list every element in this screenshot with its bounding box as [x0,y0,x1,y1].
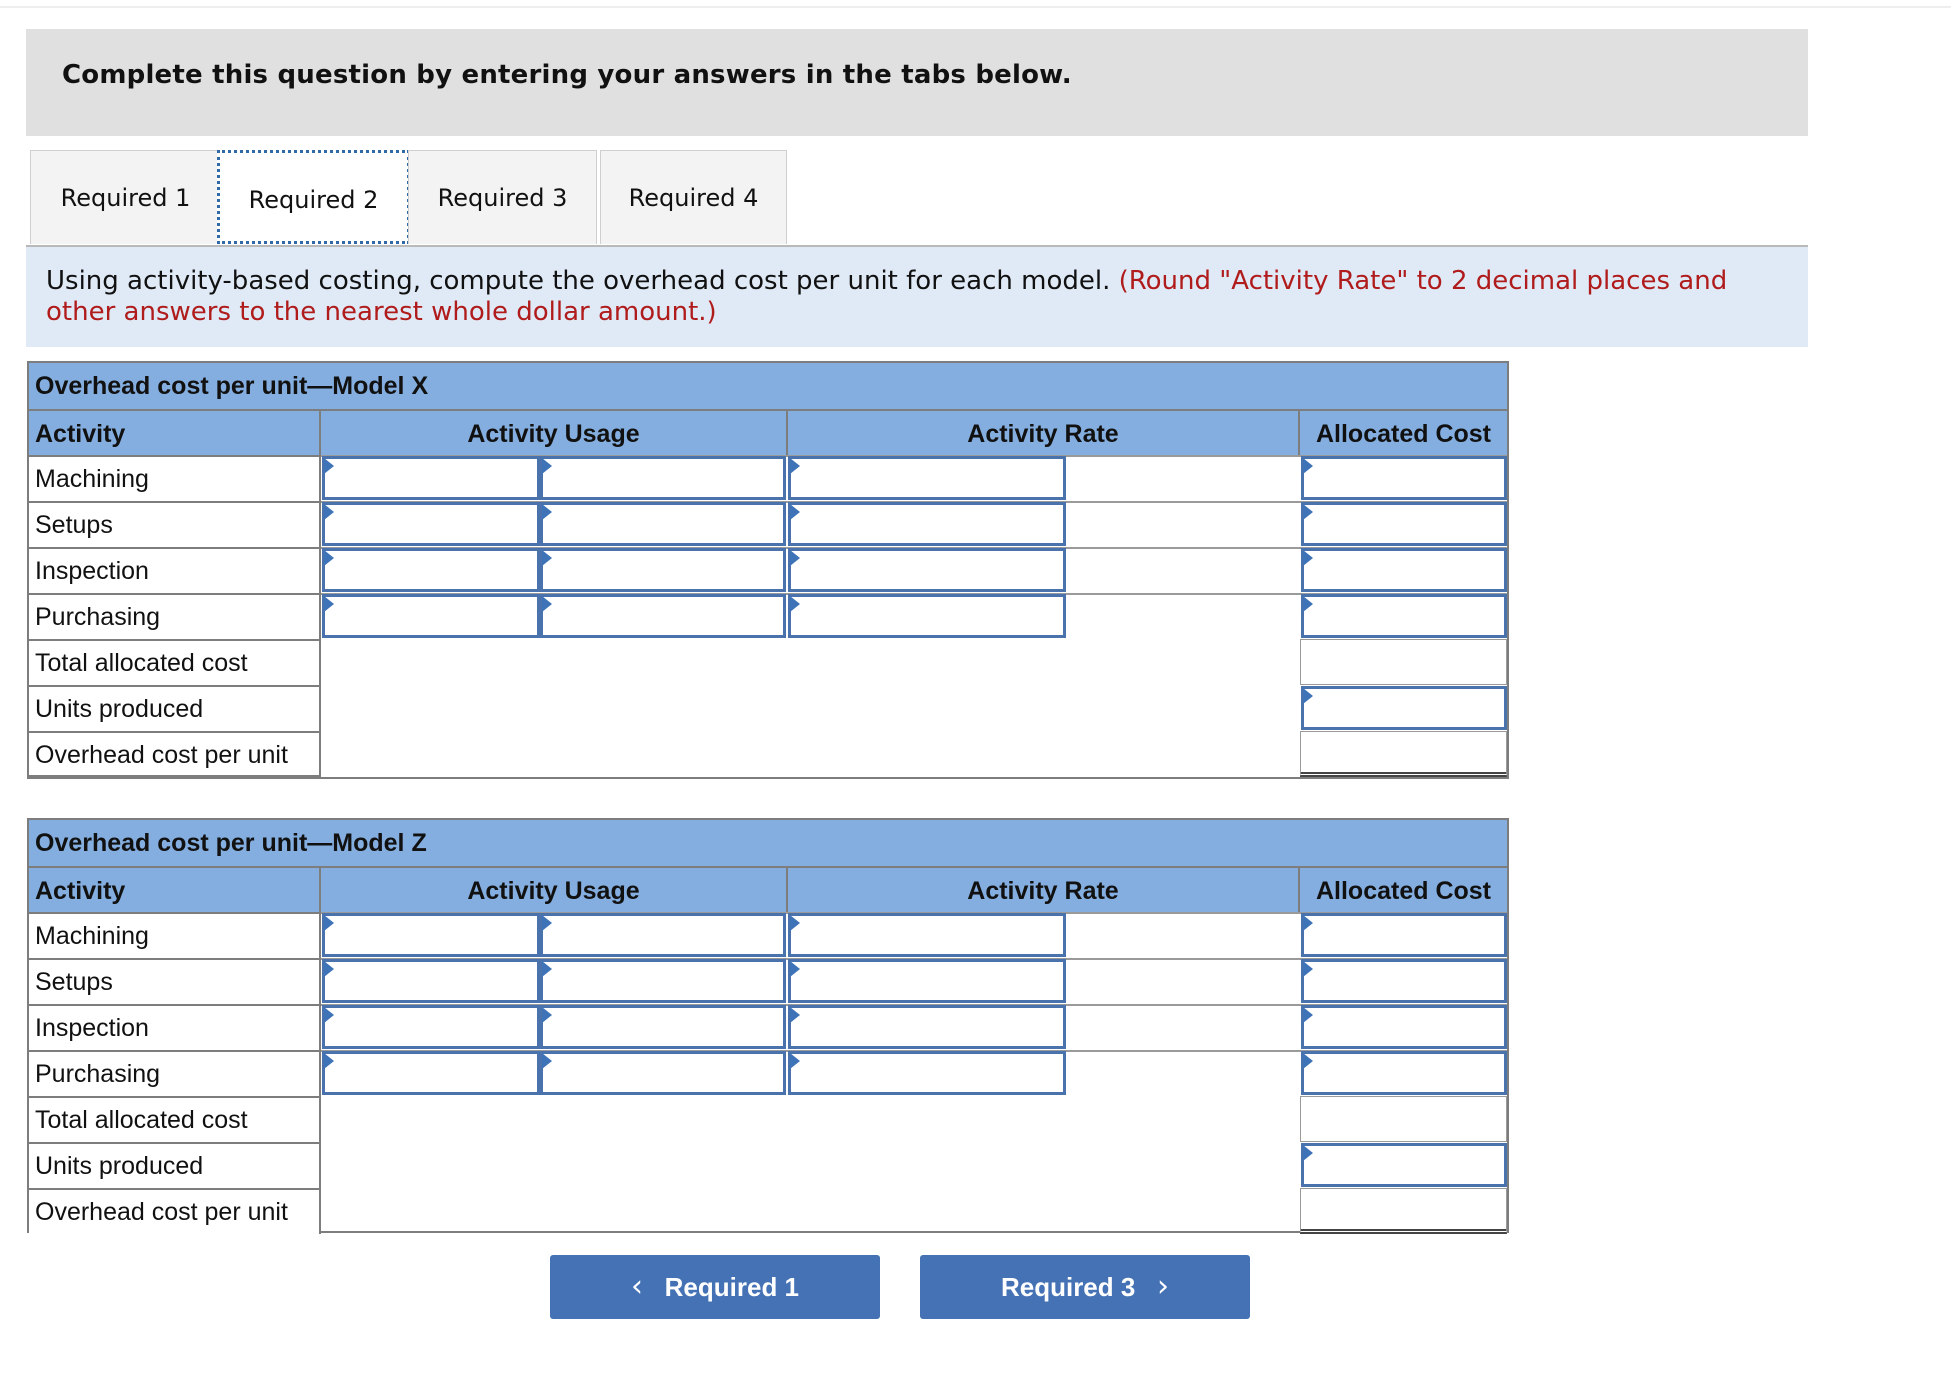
row-label-units: Units produced [29,685,321,731]
usage-input-1[interactable] [322,502,540,546]
table-row [29,639,1507,685]
col-rate-header: Activity Rate [788,866,1300,912]
row-label-units: Units produced [29,1142,321,1188]
allocated-cost-input[interactable] [1301,1051,1507,1095]
table-row [29,685,1507,731]
rate-input[interactable] [788,959,1066,1003]
table-row [29,958,1507,1004]
tab-required-2[interactable]: Required 2 [217,150,410,244]
row-label-purchasing: Purchasing [29,593,321,639]
allocated-cost-input[interactable] [1301,1005,1507,1049]
col-usage-header: Activity Usage [321,866,788,912]
rate-input[interactable] [788,548,1066,592]
usage-input-2[interactable] [540,959,786,1003]
col-activity-header: Activity [29,866,321,912]
prev-required-1-button[interactable] [550,1255,880,1319]
row-label-machining: Machining [29,912,321,958]
rate-input[interactable] [788,594,1066,638]
model-x-worksheet [27,361,1509,779]
instructions [26,247,1808,347]
chevron-right-icon: › [1157,1269,1170,1304]
next-button-label: Required 3 [1000,1272,1136,1302]
units-produced-input[interactable] [1301,686,1507,730]
col-cost-header: Allocated Cost [1300,409,1507,455]
tab-required-4[interactable]: Required 4 [600,150,787,244]
row-label-purchasing: Purchasing [29,1050,321,1096]
model-z-worksheet [27,818,1509,1233]
rate-input[interactable] [788,913,1066,957]
allocated-cost-input[interactable] [1301,456,1507,500]
row-label-inspection: Inspection [29,1004,321,1050]
allocated-cost-input[interactable] [1301,548,1507,592]
usage-input-2[interactable] [540,913,786,957]
usage-input-1[interactable] [322,456,540,500]
usage-input-1[interactable] [322,959,540,1003]
usage-input-1[interactable] [322,594,540,638]
rate-input[interactable] [788,456,1066,500]
rate-input[interactable] [788,1005,1066,1049]
col-cost-header: Allocated Cost [1300,866,1507,912]
allocated-cost-input[interactable] [1301,594,1507,638]
row-label-per-unit: Overhead cost per unit [29,1188,321,1234]
chevron-left-icon: ‹ [630,1269,643,1304]
usage-input-2[interactable] [540,1005,786,1049]
total-allocated-cost-value [1300,1096,1507,1142]
rate-input[interactable] [788,502,1066,546]
row-label-setups: Setups [29,958,321,1004]
usage-input-1[interactable] [322,1051,540,1095]
usage-input-2[interactable] [540,594,786,638]
row-label-machining: Machining [29,455,321,501]
model-z-title: Overhead cost per unit—Model Z [29,820,1507,866]
usage-input-2[interactable] [540,456,786,500]
overhead-per-unit-value [1300,1188,1507,1234]
table-row [29,501,1507,547]
col-rate-header: Activity Rate [788,409,1300,455]
usage-input-1[interactable] [322,1005,540,1049]
allocated-cost-input[interactable] [1301,959,1507,1003]
table-row [29,593,1507,639]
row-label-total: Total allocated cost [29,1096,321,1142]
table-row [29,455,1507,501]
table-row [29,1096,1507,1142]
table-row [29,1188,1507,1234]
instruction-text: Using activity-based costing, compute the overhead cost per unit for each model. [46,266,1111,296]
top-divider [0,6,1951,8]
total-allocated-cost-value [1300,639,1507,685]
col-activity-header: Activity [29,409,321,455]
table-row [29,1004,1507,1050]
usage-input-2[interactable] [540,548,786,592]
row-label-inspection: Inspection [29,547,321,593]
row-label-total: Total allocated cost [29,639,321,685]
rounding-note: (Round "Activity Rate" to 2 decimal places and other answers to the nearest whole dollar amount.) [46,266,1728,327]
table-row [29,1050,1507,1096]
usage-input-1[interactable] [322,548,540,592]
model-x-title: Overhead cost per unit—Model X [29,363,1507,409]
question-header [26,29,1808,136]
usage-input-2[interactable] [540,1051,786,1095]
table-row [29,731,1507,777]
table-row [29,1142,1507,1188]
tab-required-3[interactable]: Required 3 [408,150,597,244]
table-row [29,547,1507,593]
units-produced-input[interactable] [1301,1143,1507,1187]
prev-button-label: Required 1 [664,1272,800,1302]
usage-input-2[interactable] [540,502,786,546]
allocated-cost-input[interactable] [1301,913,1507,957]
row-label-setups: Setups [29,501,321,547]
allocated-cost-input[interactable] [1301,502,1507,546]
col-usage-header: Activity Usage [321,409,788,455]
rate-input[interactable] [788,1051,1066,1095]
row-label-per-unit: Overhead cost per unit [29,731,321,777]
table-row [29,912,1507,958]
tab-required-1[interactable]: Required 1 [30,150,221,244]
overhead-per-unit-value [1300,731,1507,777]
header-text: Complete this question by entering your answers in the tabs below. [62,60,1072,90]
usage-input-1[interactable] [322,913,540,957]
next-required-3-button[interactable] [920,1255,1250,1319]
